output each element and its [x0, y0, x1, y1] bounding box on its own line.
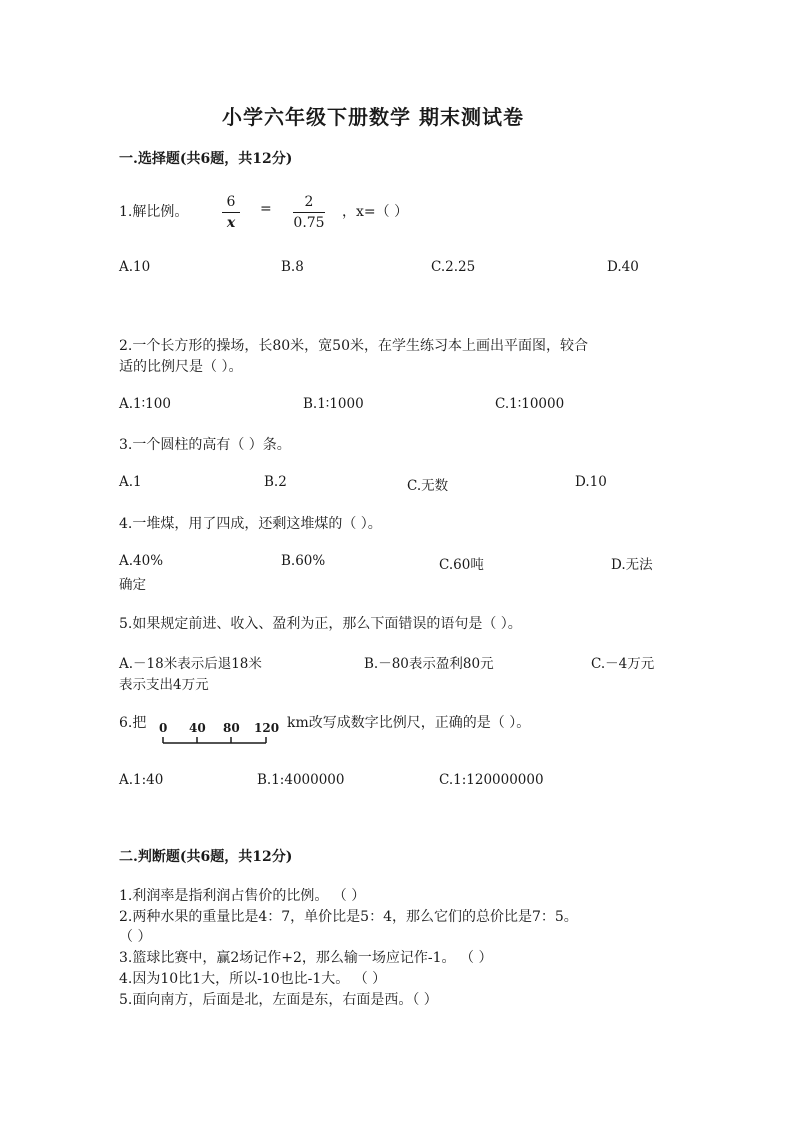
- option-a[interactable]: A.1∶100: [119, 396, 171, 412]
- fraction-bar: [222, 212, 240, 213]
- question-6-suffix: km改写成数字比例尺，正确的是（ ）。: [287, 715, 531, 731]
- option-c[interactable]: C.无数: [407, 478, 449, 494]
- judgment-item-3: 3.篮球比赛中，赢2场记作+2，那么输一场应记作-1。 （ ）: [119, 950, 493, 966]
- option-d[interactable]: D.无法: [611, 557, 653, 573]
- option-d[interactable]: D.10: [575, 474, 607, 490]
- question-5-text: 5.如果规定前进、收入、盈利为正，那么下面错误的语句是（ ）。: [119, 616, 522, 632]
- option-c[interactable]: C.2.25: [431, 259, 476, 275]
- option-b[interactable]: B.60%: [281, 553, 326, 569]
- option-d[interactable]: D.40: [607, 259, 639, 275]
- option-d-wrap: 确定: [119, 577, 146, 593]
- fraction-numerator: 6: [226, 194, 236, 210]
- option-a[interactable]: A.10: [119, 259, 151, 275]
- page-title: 小学六年级下册数学 期末测试卷: [222, 105, 524, 129]
- section-heading-choice: 一.选择题(共6题，共12分): [119, 151, 293, 167]
- option-c[interactable]: C.1:120000000: [439, 772, 544, 788]
- judgment-item-4: 4.因为10比1大，所以-10也比-1大。 （ ）: [119, 971, 387, 987]
- question-2-line-1: 2.一个长方形的操场，长80米，宽50米，在学生练习本上画出平面图，较合: [119, 338, 588, 354]
- equals-sign: =: [260, 201, 272, 217]
- fraction-denominator: x: [226, 215, 236, 231]
- question-1-prefix: 1.解比例。: [119, 204, 189, 220]
- question-6-prefix: 6.把: [119, 715, 147, 731]
- option-c-wrap: 表示支出4万元: [119, 677, 209, 693]
- judgment-item-2: 2.两种水果的重量比是4：7，单价比是5：4，那么它们的总价比是7：5。: [119, 909, 578, 925]
- judgment-item-2-wrap: （ ）: [119, 929, 152, 945]
- option-c[interactable]: C.－4万元: [591, 656, 655, 672]
- question-2-line-2: 适的比例尺是（ ）。: [119, 359, 243, 375]
- line-scale-diagram: [158, 721, 280, 747]
- option-c[interactable]: C.1∶10000: [495, 396, 565, 412]
- scale-label-0: 0: [159, 721, 168, 735]
- option-b[interactable]: B.－80表示盈利80元: [364, 656, 494, 672]
- scale-label-80: 80: [223, 721, 240, 735]
- scale-bar: [158, 735, 276, 747]
- option-b[interactable]: B.1:4000000: [257, 772, 345, 788]
- scale-label-120: 120: [254, 721, 280, 735]
- section-heading-judgment: 二.判断题(共6题，共12分): [119, 849, 293, 865]
- option-a[interactable]: A.－18米表示后退18米: [119, 656, 262, 672]
- fraction-denominator: 0.75: [293, 215, 325, 231]
- option-c[interactable]: C.60吨: [439, 557, 484, 573]
- fraction-6-over-x: [222, 194, 240, 231]
- question-1-suffix: ，x=（ ）: [342, 204, 409, 220]
- scale-label-40: 40: [189, 721, 206, 735]
- judgment-item-1: 1.利润率是指利润占售价的比例。 （ ）: [119, 888, 366, 904]
- fraction-2-over-075: [293, 194, 325, 231]
- option-a[interactable]: A.1:40: [119, 772, 164, 788]
- option-a[interactable]: A.40%: [119, 553, 164, 569]
- question-3-text: 3.一个圆柱的高有（ ）条。: [119, 437, 291, 453]
- option-b[interactable]: B.1∶1000: [303, 396, 364, 412]
- judgment-item-5: 5.面向南方，后面是北，左面是东，右面是西。（ ）: [119, 992, 438, 1008]
- option-b[interactable]: B.2: [264, 474, 287, 490]
- fraction-bar: [293, 212, 325, 213]
- option-b[interactable]: B.8: [281, 259, 304, 275]
- question-4-text: 4.一堆煤，用了四成，还剩这堆煤的（ ）。: [119, 516, 382, 532]
- fraction-numerator: 2: [304, 194, 314, 210]
- option-a[interactable]: A.1: [119, 474, 142, 490]
